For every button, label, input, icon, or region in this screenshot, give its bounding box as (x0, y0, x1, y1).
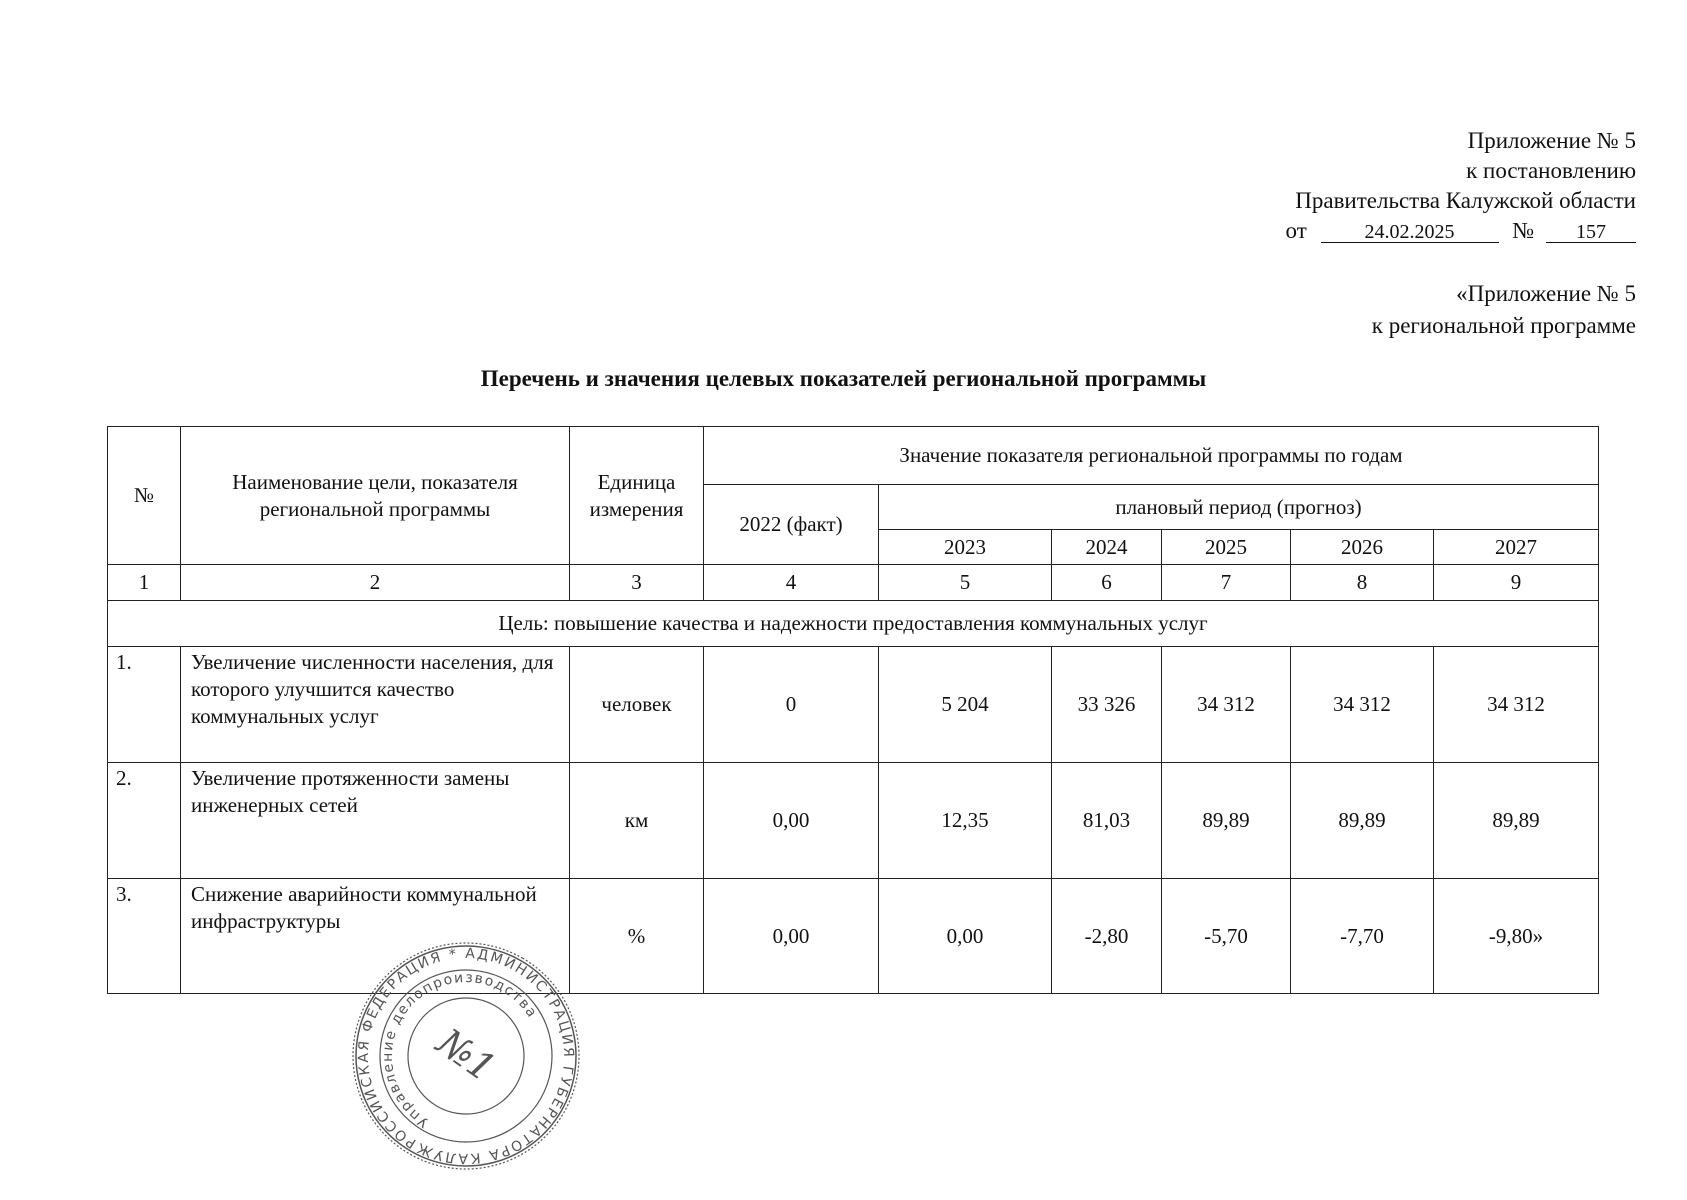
indicator-value: -9,80» (1434, 879, 1599, 994)
indicator-value: 33 326 (1052, 647, 1162, 763)
table-row (108, 763, 1599, 879)
appendix-to-resolution: к постановлению (1466, 158, 1636, 183)
appendix-government: Правительства Калужской области (1295, 188, 1636, 213)
header-plan-period: плановый период (прогноз) (879, 485, 1599, 530)
column-numbers-row (108, 565, 1599, 601)
goal-text: Цель: повышение качества и надежности предоставления коммунальных услуг (108, 601, 1599, 647)
header-year: 2027 (1434, 530, 1599, 565)
indicator-value: 0,00 (704, 763, 879, 879)
header-num: № (108, 427, 181, 565)
column-number: 5 (879, 565, 1052, 601)
table-row (108, 879, 1599, 994)
header-values-by-year: Значение показателя региональной программы по годам (704, 427, 1599, 485)
header-year: 2026 (1291, 530, 1434, 565)
row-number: 2. (108, 763, 181, 879)
indicator-unit: человек (570, 647, 704, 763)
seal-center-text: №1 (429, 1019, 504, 1091)
column-number: 8 (1291, 565, 1434, 601)
header-name: Наименование цели, показателя региональной программы (181, 427, 570, 565)
header-year: 2025 (1162, 530, 1291, 565)
resolution-date: 24.02.2025 (1321, 222, 1499, 243)
appendix-header (1286, 126, 1636, 246)
indicator-name: Снижение аварийности коммунальной инфраструктуры (181, 879, 570, 994)
table-row (108, 647, 1599, 763)
indicator-value: 34 312 (1291, 647, 1434, 763)
header-unit: Единица измерения (570, 427, 704, 565)
column-number: 7 (1162, 565, 1291, 601)
indicator-value: 34 312 (1162, 647, 1291, 763)
column-number: 1 (108, 565, 181, 601)
indicator-value: 0,00 (704, 879, 879, 994)
row-number: 1. (108, 647, 181, 763)
indicator-value: 89,89 (1434, 763, 1599, 879)
indicator-value: 89,89 (1162, 763, 1291, 879)
indicator-name: Увеличение протяженности замены инженерных сетей (181, 763, 570, 879)
seal-inner-text: Управление делопроизводства (379, 969, 541, 1131)
indicator-value: 0 (704, 647, 879, 763)
page-title: Перечень и значения целевых показателей региональной программы (480, 366, 1207, 391)
indicator-value: 5 204 (879, 647, 1052, 763)
indicator-value: -7,70 (1291, 879, 1434, 994)
indicator-value: 0,00 (879, 879, 1052, 994)
program-header (1372, 278, 1636, 342)
indicator-value: -5,70 (1162, 879, 1291, 994)
indicator-value: -2,80 (1052, 879, 1162, 994)
program-appendix-subtitle: к региональной программе (1371, 313, 1636, 338)
column-number: 3 (570, 565, 704, 601)
goal-row (108, 601, 1599, 647)
indicator-value: 12,35 (879, 763, 1052, 879)
header-fact-year: 2022 (факт) (704, 485, 879, 565)
resolution-number: 157 (1546, 222, 1636, 243)
indicator-value: 81,03 (1052, 763, 1162, 879)
program-appendix-title: «Приложение № 5 (1456, 281, 1636, 306)
header-year: 2023 (879, 530, 1052, 565)
indicator-name: Увеличение численности населения, для которого улучшится качество коммунальных услуг (181, 647, 570, 763)
header-row-1 (108, 427, 1599, 485)
indicator-value: 89,89 (1291, 763, 1434, 879)
appendix-date-line (1286, 216, 1636, 246)
column-number: 6 (1052, 565, 1162, 601)
row-number: 3. (108, 879, 181, 994)
column-number: 2 (181, 565, 570, 601)
official-seal-stamp (350, 940, 582, 1172)
seal-outer-text: РОССИЙСКАЯ ФЕДЕРАЦИЯ * АДМИНИСТРАЦИЯ ГУБЕРНАТОРА КАЛУЖСКОЙ (355, 945, 577, 1167)
indicator-unit: км (570, 763, 704, 879)
from-label: от (1285, 218, 1307, 243)
indicator-value: 34 312 (1434, 647, 1599, 763)
column-number: 4 (704, 565, 879, 601)
number-label: № (1512, 218, 1535, 243)
column-number: 9 (1434, 565, 1599, 601)
indicator-unit: % (570, 879, 704, 994)
appendix-title: Приложение № 5 (1467, 128, 1636, 153)
header-year: 2024 (1052, 530, 1162, 565)
indicators-table (107, 426, 1599, 994)
